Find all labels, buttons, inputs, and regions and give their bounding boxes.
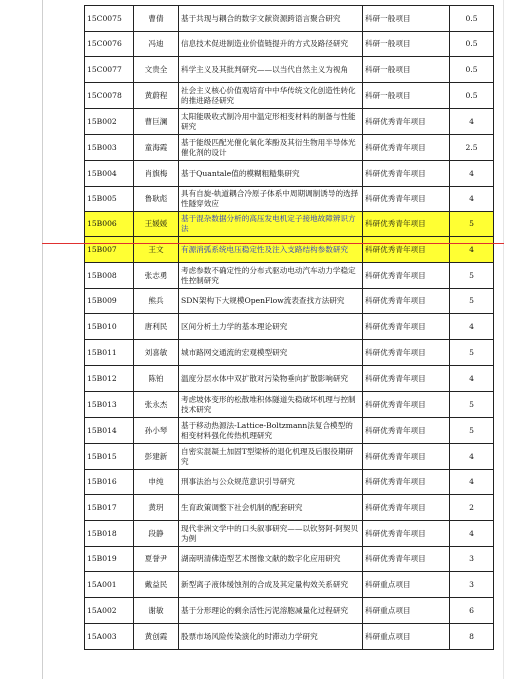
- project-type-cell: 科研重点项目: [363, 598, 450, 624]
- project-code-cell: 15B007: [85, 237, 134, 263]
- project-code-cell: 15B019: [85, 547, 134, 572]
- funding-cell: 5: [450, 392, 494, 418]
- project-title-cell: 太阳能吸收式制冷用中温定形相变材料的制备与性能研究: [179, 109, 363, 135]
- leader-name-cell: 申纯: [134, 470, 179, 495]
- funding-cell: 5: [450, 212, 494, 237]
- leader-name-cell: 熊兵: [134, 289, 179, 314]
- table-row: [85, 340, 494, 366]
- project-code-cell: 15B018: [85, 521, 134, 547]
- project-type-cell: 科研一般项目: [363, 32, 450, 57]
- leader-name-cell: 刘喜敏: [134, 340, 179, 366]
- funding-cell: 5: [450, 418, 494, 444]
- project-title-cell: 考虑坡体变形的松散堆积体隧道失稳破坏机理与控制技术研究: [179, 392, 363, 418]
- project-title-cell: 信息技术促进制造业价值链提升的方式及路径研究: [179, 32, 363, 57]
- project-title-cell: 刑事法治与公众规范意识引导研究: [179, 470, 363, 495]
- leader-name-cell: 陈铂: [134, 366, 179, 392]
- project-code-cell: 15B011: [85, 340, 134, 366]
- funding-cell: 4: [450, 521, 494, 547]
- table-row: [85, 32, 494, 57]
- funding-cell: 3: [450, 572, 494, 598]
- project-table: [84, 5, 494, 650]
- project-type-cell: 科研优秀青年项目: [363, 392, 450, 418]
- table-row: [85, 572, 494, 598]
- table-row: [85, 263, 494, 289]
- project-type-cell: 科研重点项目: [363, 572, 450, 598]
- project-title-cell: SDN架构下大规模OpenFlow流表查找方法研究: [179, 289, 363, 314]
- project-type-cell: 科研优秀青年项目: [363, 263, 450, 289]
- funding-cell: 6: [450, 598, 494, 624]
- funding-cell: 4: [450, 161, 494, 187]
- funding-cell: 4: [450, 237, 494, 263]
- project-code-cell: 15C0075: [85, 6, 134, 32]
- leader-name-cell: 冯迪: [134, 32, 179, 57]
- leader-name-cell: 戴益民: [134, 572, 179, 598]
- table-row: [85, 418, 494, 444]
- table-row: [85, 289, 494, 314]
- funding-cell: 5: [450, 289, 494, 314]
- funding-cell: 2: [450, 495, 494, 521]
- table-row: [85, 598, 494, 624]
- funding-cell: 3: [450, 547, 494, 572]
- project-type-cell: 科研优秀青年项目: [363, 212, 450, 237]
- project-title-cell: 股票市场风险传染演化的时滞动力学研究: [179, 624, 363, 650]
- project-code-cell: 15B010: [85, 314, 134, 340]
- annotation-red-line: [42, 243, 504, 244]
- project-code-cell: 15B014: [85, 418, 134, 444]
- project-type-cell: 科研一般项目: [363, 6, 450, 32]
- funding-cell: 4: [450, 366, 494, 392]
- leader-name-cell: 肖旗梅: [134, 161, 179, 187]
- page-left-edge: [42, 0, 43, 679]
- table-row: [85, 521, 494, 547]
- leader-name-cell: 张永杰: [134, 392, 179, 418]
- leader-name-cell: 唐利民: [134, 314, 179, 340]
- project-title-cell: 考虑参数不确定性的分布式驱动电动汽车动力学稳定性控制研究: [179, 263, 363, 289]
- project-title-cell: 基于能级匹配光催化氧化苯酚及其衍生物用半导体光催化剂的设计: [179, 135, 363, 161]
- project-title-cell: 社会主义核心价值观培育中中华传统文化创造性转化的推进路径研究: [179, 83, 363, 109]
- funding-cell: 5: [450, 340, 494, 366]
- project-code-cell: 15B003: [85, 135, 134, 161]
- project-type-cell: 科研优秀青年项目: [363, 495, 450, 521]
- project-type-cell: 科研优秀青年项目: [363, 289, 450, 314]
- funding-cell: 0.5: [450, 32, 494, 57]
- project-type-cell: 科研优秀青年项目: [363, 418, 450, 444]
- table-row: [85, 547, 494, 572]
- leader-name-cell: 黄玥: [134, 495, 179, 521]
- leader-name-cell: 童海霞: [134, 135, 179, 161]
- funding-cell: 4: [450, 444, 494, 470]
- table-row: [85, 109, 494, 135]
- project-code-cell: 15B006: [85, 212, 134, 237]
- table-row: [85, 470, 494, 495]
- leader-name-cell: 曹巨澜: [134, 109, 179, 135]
- project-type-cell: 科研优秀青年项目: [363, 314, 450, 340]
- project-code-cell: 15B017: [85, 495, 134, 521]
- funding-cell: 0.5: [450, 83, 494, 109]
- table-row: [85, 392, 494, 418]
- project-title-cell: 城市路网交通流的宏观模型研究: [179, 340, 363, 366]
- leader-name-cell: 孙小琴: [134, 418, 179, 444]
- table-row: [85, 314, 494, 340]
- project-title-cell: 区间分析土力学的基本理论研究: [179, 314, 363, 340]
- project-code-cell: 15B013: [85, 392, 134, 418]
- leader-name-cell: 鲁耿彪: [134, 187, 179, 212]
- project-code-cell: 15A001: [85, 572, 134, 598]
- leader-name-cell: 谢敏: [134, 598, 179, 624]
- project-title-cell: 自密实混凝土加固T型梁桥的退化机理及后服役期研究: [179, 444, 363, 470]
- funding-cell: 0.5: [450, 57, 494, 83]
- project-code-cell: 15B016: [85, 470, 134, 495]
- project-title-cell: 基于Quantale值的模糊粗糙集研究: [179, 161, 363, 187]
- leader-name-cell: 文贵全: [134, 57, 179, 83]
- leader-name-cell: 彭建新: [134, 444, 179, 470]
- funding-cell: 5: [450, 263, 494, 289]
- table-row: [85, 624, 494, 650]
- funding-cell: 4: [450, 470, 494, 495]
- project-type-cell: 科研优秀青年项目: [363, 547, 450, 572]
- project-title-cell: 具有自旋-轨道耦合冷原子体系中周期调制诱导的选择性隧穿效应: [179, 187, 363, 212]
- project-type-cell: 科研优秀青年项目: [363, 109, 450, 135]
- project-type-cell: 科研优秀青年项目: [363, 366, 450, 392]
- project-title-cell: 基于混杂数据分析的高压发电机定子接地故障辨识方法: [179, 212, 363, 237]
- project-code-cell: 15B009: [85, 289, 134, 314]
- table-row: [85, 6, 494, 32]
- project-code-cell: 15B004: [85, 161, 134, 187]
- leader-name-cell: 夏誉尹: [134, 547, 179, 572]
- funding-cell: 4: [450, 109, 494, 135]
- project-title-cell: 基于共现与耦合的数字文献资源跨语言聚合研究: [179, 6, 363, 32]
- project-type-cell: 科研重点项目: [363, 624, 450, 650]
- project-title-cell: 科学主义及其批判研究——以当代自然主义为视角: [179, 57, 363, 83]
- table-row: [85, 135, 494, 161]
- project-code-cell: 15C0078: [85, 83, 134, 109]
- project-title-cell: 湖南明清佛造型艺术图像文献的数字化应用研究: [179, 547, 363, 572]
- table-row: [85, 161, 494, 187]
- project-type-cell: 科研优秀青年项目: [363, 237, 450, 263]
- table-row: [85, 187, 494, 212]
- funding-cell: 0.5: [450, 6, 494, 32]
- project-title-cell: 基于分形理论的剩余活性污泥溶胞减量化过程研究: [179, 598, 363, 624]
- table-row: [85, 83, 494, 109]
- page-right-edge: [503, 0, 504, 679]
- project-type-cell: 科研优秀青年项目: [363, 470, 450, 495]
- leader-name-cell: 黄蔚程: [134, 83, 179, 109]
- project-code-cell: 15B005: [85, 187, 134, 212]
- project-table-body: [85, 6, 494, 650]
- leader-name-cell: 黄创霞: [134, 624, 179, 650]
- funding-cell: 8: [450, 624, 494, 650]
- table-row: [85, 444, 494, 470]
- leader-name-cell: 王媛媛: [134, 212, 179, 237]
- leader-name-cell: 王文: [134, 237, 179, 263]
- project-code-cell: 15C0076: [85, 32, 134, 57]
- table-row: [85, 237, 494, 263]
- funding-cell: 2.5: [450, 135, 494, 161]
- table-row: [85, 212, 494, 237]
- funding-cell: 4: [450, 187, 494, 212]
- project-type-cell: 科研优秀青年项目: [363, 161, 450, 187]
- project-code-cell: 15B002: [85, 109, 134, 135]
- project-title-cell: 生育政策调整下社会机制的配套研究: [179, 495, 363, 521]
- funding-cell: 4: [450, 314, 494, 340]
- project-code-cell: 15B015: [85, 444, 134, 470]
- project-type-cell: 科研一般项目: [363, 57, 450, 83]
- project-code-cell: 15A003: [85, 624, 134, 650]
- project-title-cell: 基于移动热源法-Lattice-Boltzmann法复合模型的相变材料强化传热机理研究: [179, 418, 363, 444]
- project-type-cell: 科研优秀青年项目: [363, 444, 450, 470]
- project-type-cell: 科研一般项目: [363, 83, 450, 109]
- project-type-cell: 科研优秀青年项目: [363, 340, 450, 366]
- leader-name-cell: 曹倩: [134, 6, 179, 32]
- project-type-cell: 科研优秀青年项目: [363, 135, 450, 161]
- project-title-cell: 温度分层水体中双扩散对污染物垂向扩散影响研究: [179, 366, 363, 392]
- project-title-cell: 新型离子液体缓蚀剂的合成及其定量构效关系研究: [179, 572, 363, 598]
- project-code-cell: 15B012: [85, 366, 134, 392]
- project-title-cell: 有源消弧系统电压稳定性及注入支路结构参数研究: [179, 237, 363, 263]
- leader-name-cell: 段静: [134, 521, 179, 547]
- project-code-cell: 15A002: [85, 598, 134, 624]
- table-row: [85, 495, 494, 521]
- project-code-cell: 15B008: [85, 263, 134, 289]
- project-type-cell: 科研优秀青年项目: [363, 187, 450, 212]
- project-code-cell: 15C0077: [85, 57, 134, 83]
- project-title-cell: 现代非洲文学中的口头叙事研究——以钦努阿·阿契贝为例: [179, 521, 363, 547]
- leader-name-cell: 张志勇: [134, 263, 179, 289]
- table-row: [85, 366, 494, 392]
- project-type-cell: 科研优秀青年项目: [363, 521, 450, 547]
- table-row: [85, 57, 494, 83]
